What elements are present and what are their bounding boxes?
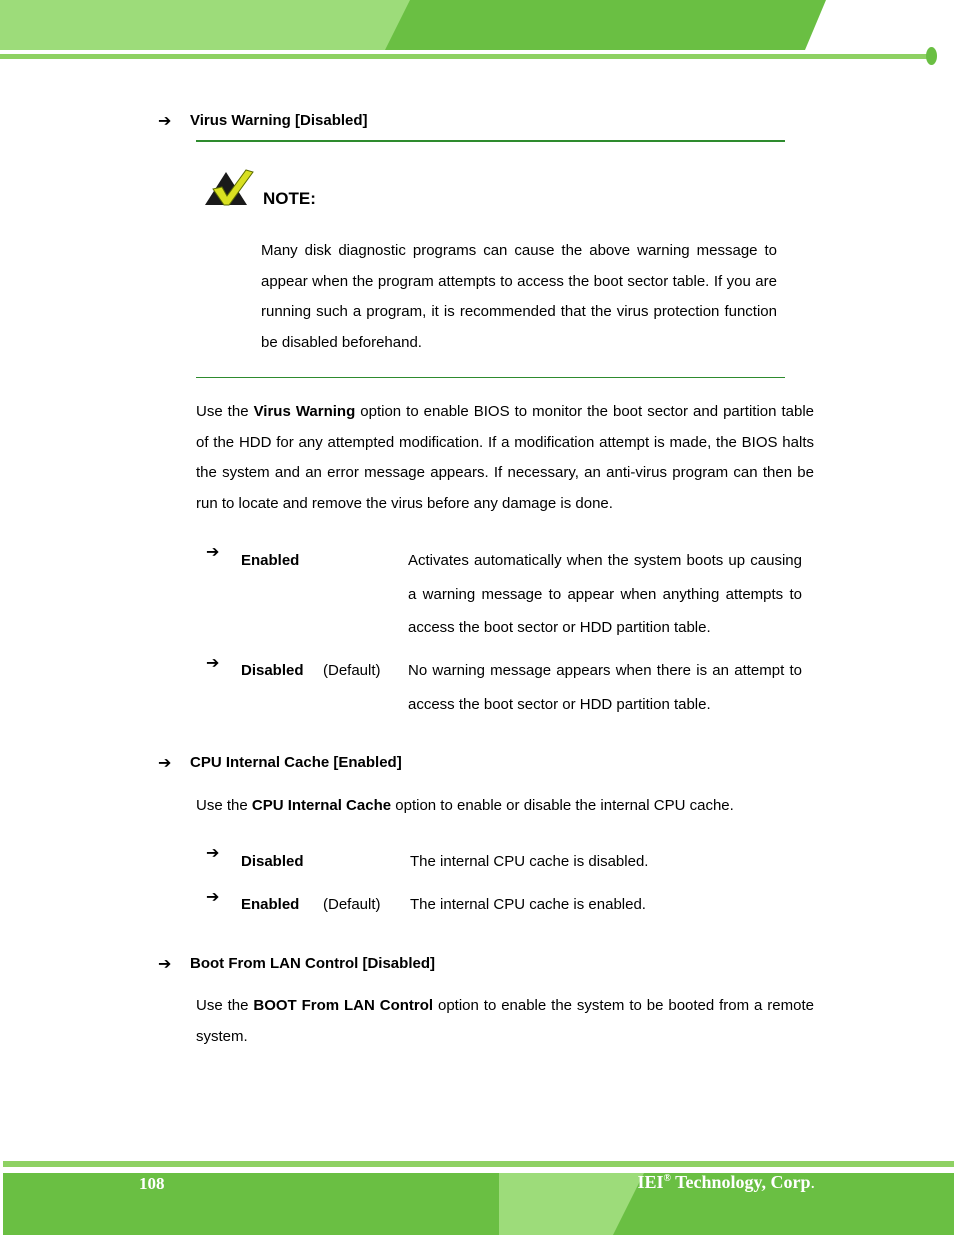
- desc-option-name: BOOT From LAN Control: [253, 997, 434, 1014]
- virus-warning-description: [196, 397, 814, 520]
- desc-option-name: CPU Internal Cache: [251, 797, 392, 814]
- registered-mark: ®: [663, 1173, 671, 1184]
- header-rule: [0, 54, 928, 59]
- boot-lan-description: [196, 991, 814, 1052]
- section-title-virus-warning: Virus Warning [Disabled]: [190, 112, 368, 129]
- section-title-cpu-cache: CPU Internal Cache [Enabled]: [190, 754, 402, 771]
- note-label: NOTE:: [263, 189, 316, 208]
- section-title-boot-from-lan: Boot From LAN Control [Disabled]: [190, 955, 435, 972]
- checkmark-note-icon: [204, 167, 254, 207]
- company-name: [637, 1172, 815, 1193]
- company-suffix: Technology, Corp: [670, 1172, 811, 1192]
- right-arrow-icon: ➔: [206, 542, 220, 561]
- header-band-dark: [385, 0, 826, 50]
- right-arrow-icon: ➔: [206, 653, 220, 672]
- option-description: Activates automatically when the system boots up causing a warning message to appear when anything attempts to access the boot sector or HDD partition table.: [408, 552, 802, 637]
- note-top-rule: [196, 140, 785, 142]
- option-name: Disabled: [241, 853, 304, 870]
- right-arrow-icon: ➔: [158, 753, 172, 772]
- desc-body: option to enable or disable the internal CPU cache.: [391, 797, 734, 814]
- company-period: .: [810, 1172, 815, 1192]
- note-bottom-rule: [196, 377, 785, 378]
- option-name: Enabled: [241, 896, 300, 913]
- option-description: No warning message appears when there is an attempt to access the boot sector or HDD partition table.: [408, 662, 802, 713]
- cpu-cache-description: [196, 791, 814, 822]
- right-arrow-icon: ➔: [206, 887, 220, 906]
- desc-prefix: Use the: [196, 797, 252, 814]
- option-default-tag: (Default): [323, 662, 381, 679]
- desc-body: option to enable the system to be booted from a remote system.: [196, 997, 814, 1045]
- note-text: Many disk diagnostic programs can cause the above warning message to appear when the program attempts to access the boot sector table. If you are running such a program, it is recommended that the virus protection function be disabled beforehand.: [261, 242, 777, 352]
- desc-option-name: Virus Warning: [253, 403, 356, 420]
- header-band-light: [0, 0, 410, 50]
- desc-prefix: Use the: [196, 403, 254, 420]
- desc-prefix: Use the: [196, 997, 254, 1014]
- option-name: Enabled: [241, 552, 300, 569]
- company-brand: IEI: [637, 1172, 664, 1192]
- page-number: 108: [139, 1174, 165, 1193]
- option-default-tag: (Default): [323, 896, 381, 913]
- footer-rule: [3, 1161, 954, 1167]
- right-arrow-icon: ➔: [206, 843, 220, 862]
- option-name: Disabled: [241, 662, 304, 679]
- right-arrow-icon: ➔: [158, 954, 172, 973]
- option-description: The internal CPU cache is disabled.: [410, 853, 649, 870]
- option-description: The internal CPU cache is enabled.: [410, 896, 646, 913]
- right-arrow-icon: ➔: [158, 111, 172, 130]
- header-rule-end-dot: [926, 47, 937, 65]
- desc-body: option to enable BIOS to monitor the boot sector and partition table of the HDD for any attempted modification. If a modification attempt is made, the BIOS halts the system and an error message appears. If necessary, an anti-virus program can then be run to locate and remove the virus before any damage is done.: [196, 403, 814, 513]
